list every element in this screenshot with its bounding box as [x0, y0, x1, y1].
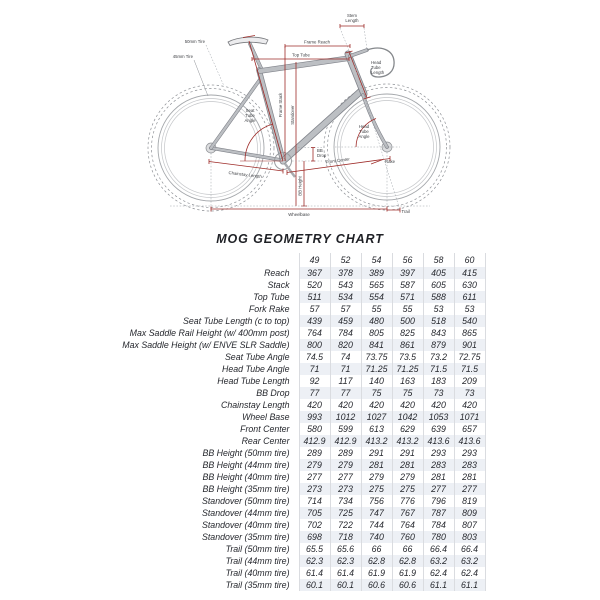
cell-value: 279	[361, 471, 392, 483]
cell-value: 57	[330, 303, 361, 315]
top-tube-label: Top Tube	[292, 52, 310, 58]
cell-value: 780	[423, 531, 454, 543]
row-label: Trail (35mm tire)	[225, 580, 290, 590]
cell-value: 1071	[454, 411, 485, 423]
cell-value: 289	[299, 447, 330, 459]
cell-value: 117	[330, 375, 361, 387]
cell-value: 805	[361, 327, 392, 339]
cell-value: 60.1	[330, 579, 361, 591]
cell-value: 62.4	[423, 567, 454, 579]
cell-value: 53	[454, 303, 485, 315]
cell-value: 809	[454, 507, 485, 519]
cell-value: 281	[361, 459, 392, 471]
cell-value: 605	[423, 279, 454, 291]
cell-value: 420	[454, 399, 485, 411]
seat-tube-angle-label: Tube	[245, 113, 255, 118]
cell-value: 420	[299, 399, 330, 411]
cell-value: 75	[392, 387, 423, 399]
size-column-header: 56	[392, 253, 423, 267]
tire-callouts	[173, 39, 224, 96]
cell-value: 722	[330, 519, 361, 531]
cell-value: 405	[423, 267, 454, 279]
cell-value: 60.6	[361, 579, 392, 591]
front-center-dimension	[287, 156, 390, 175]
cell-value: 62.4	[454, 567, 485, 579]
row-label: Standover (50mm tire)	[201, 496, 290, 506]
head-tube-length-label: Length	[371, 70, 385, 75]
cell-value: 65.6	[330, 543, 361, 555]
cell-value: 413.6	[454, 435, 485, 447]
cell-value: 281	[392, 459, 423, 471]
cell-value: 787	[423, 507, 454, 519]
head-tube-length-label: Tube	[371, 65, 381, 70]
cell-value: 291	[361, 447, 392, 459]
cell-value: 71.25	[361, 363, 392, 375]
cell-value: 459	[330, 315, 361, 327]
cell-value: 61.9	[392, 567, 423, 579]
cell-value: 571	[392, 291, 423, 303]
row-label: BB Height (50mm tire)	[202, 448, 290, 458]
cell-value: 66	[361, 543, 392, 555]
cell-value: 657	[454, 423, 485, 435]
cell-value: 764	[392, 519, 423, 531]
cell-value: 879	[423, 339, 454, 351]
geometry-table-body	[115, 267, 486, 591]
table-row	[115, 399, 486, 411]
table-row	[115, 555, 486, 567]
bike-frame	[211, 37, 394, 180]
cell-value: 520	[299, 279, 330, 291]
cell-value: 819	[454, 495, 485, 507]
tire-45-label: 45mm Tire	[172, 54, 193, 59]
cell-value: 389	[361, 267, 392, 279]
cell-value: 275	[361, 483, 392, 495]
saddle	[228, 37, 268, 45]
cell-value: 75	[361, 387, 392, 399]
cell-value: 807	[454, 519, 485, 531]
cell-value: 73.5	[392, 351, 423, 363]
cell-value: 140	[361, 375, 392, 387]
cell-value: 841	[361, 339, 392, 351]
size-column-header: 49	[299, 253, 330, 267]
chainstay-length-dimension	[209, 159, 283, 179]
cell-value: 439	[299, 315, 330, 327]
cell-value: 66.4	[423, 543, 454, 555]
table-row	[115, 387, 486, 399]
table-row	[115, 531, 486, 543]
cell-value: 71.5	[423, 363, 454, 375]
cell-value: 62.3	[330, 555, 361, 567]
chainstay-length-label: Chainstay Length	[228, 169, 263, 180]
cell-value: 277	[299, 471, 330, 483]
cell-value: 73.2	[423, 351, 454, 363]
tire-50-label: 50mm Tire	[184, 39, 205, 44]
seat-tube-angle-label: Angle	[244, 118, 256, 123]
cell-value: 744	[361, 519, 392, 531]
cell-value: 580	[299, 423, 330, 435]
cell-value: 61.4	[330, 567, 361, 579]
row-label: Stack	[267, 280, 290, 290]
cell-value: 415	[454, 267, 485, 279]
cell-value: 420	[392, 399, 423, 411]
table-row	[115, 411, 486, 423]
cell-value: 74	[330, 351, 361, 363]
cell-value: 289	[330, 447, 361, 459]
table-row	[115, 507, 486, 519]
table-row	[115, 279, 486, 291]
cell-value: 1027	[361, 411, 392, 423]
cell-value: 277	[454, 483, 485, 495]
wheelbase-label: Wheelbase	[288, 212, 310, 217]
bb-drop-label: Drop	[317, 153, 327, 158]
head-tube-angle-label: Head	[358, 124, 370, 129]
cell-value: 756	[361, 495, 392, 507]
cell-value: 53	[423, 303, 454, 315]
size-column-header: 54	[361, 253, 392, 267]
table-row	[115, 543, 486, 555]
cell-value: 420	[423, 399, 454, 411]
cell-value: 702	[299, 519, 330, 531]
table-row	[115, 375, 486, 387]
cell-value: 277	[423, 483, 454, 495]
cell-value: 279	[299, 459, 330, 471]
cell-value: 865	[454, 327, 485, 339]
row-label: Top Tube	[253, 292, 290, 302]
cell-value: 543	[330, 279, 361, 291]
stem-length-label: Stem	[346, 13, 358, 18]
table-row	[115, 303, 486, 315]
row-label: Max Saddle Rail Height (w/ 400mm post)	[129, 328, 290, 338]
cell-value: 73	[454, 387, 485, 399]
bike-geometry-diagram	[0, 0, 600, 230]
row-label: Front Center	[240, 424, 290, 434]
cell-value: 611	[454, 291, 485, 303]
table-row	[115, 579, 486, 591]
table-row	[115, 435, 486, 447]
stem-length-dimension	[340, 13, 367, 53]
header-spacer	[115, 253, 300, 267]
cell-value: 63.2	[454, 555, 485, 567]
cell-value: 613	[361, 423, 392, 435]
page-title: MOG GEOMETRY CHART	[216, 232, 384, 246]
cell-value: 63.2	[423, 555, 454, 567]
cell-value: 698	[299, 531, 330, 543]
table-row	[115, 315, 486, 327]
row-label: Trail (50mm tire)	[225, 544, 290, 554]
row-label: Reach	[264, 268, 290, 278]
table-row	[115, 459, 486, 471]
table-row	[115, 447, 486, 459]
row-label: BB Height (35mm tire)	[202, 484, 290, 494]
cell-value: 803	[454, 531, 485, 543]
cell-value: 367	[299, 267, 330, 279]
table-row	[115, 567, 486, 579]
row-label: BB Drop	[256, 388, 290, 398]
cell-value: 993	[299, 411, 330, 423]
cell-value: 901	[454, 339, 485, 351]
row-label: Rear Center	[241, 436, 290, 446]
cell-value: 283	[423, 459, 454, 471]
trail-label: Trail	[401, 209, 410, 214]
row-label: Standover (35mm tire)	[201, 532, 290, 542]
cell-value: 630	[454, 279, 485, 291]
cell-value: 767	[392, 507, 423, 519]
cell-value: 511	[299, 291, 330, 303]
cell-value: 820	[330, 339, 361, 351]
cell-value: 1053	[423, 411, 454, 423]
cell-value: 554	[361, 291, 392, 303]
cell-value: 587	[392, 279, 423, 291]
cell-value: 277	[330, 471, 361, 483]
cell-value: 62.8	[392, 555, 423, 567]
row-label: BB Height (44mm tire)	[202, 460, 290, 470]
cell-value: 718	[330, 531, 361, 543]
table-row	[115, 267, 486, 279]
cell-value: 66.4	[454, 543, 485, 555]
cell-value: 705	[299, 507, 330, 519]
geometry-table	[115, 253, 486, 591]
frame-stack-label: Frame Stack	[278, 92, 283, 118]
row-label: Trail (44mm tire)	[225, 556, 290, 566]
cell-value: 784	[330, 327, 361, 339]
cell-value: 599	[330, 423, 361, 435]
cell-value: 60.1	[299, 579, 330, 591]
row-label: Standover (40mm tire)	[201, 520, 290, 530]
cell-value: 61.4	[299, 567, 330, 579]
size-column-header: 52	[330, 253, 361, 267]
cell-value: 61.9	[361, 567, 392, 579]
head-tube-length-label: Head	[371, 60, 382, 65]
cell-value: 77	[330, 387, 361, 399]
bb-drop-label: BB	[317, 148, 323, 153]
cell-value: 534	[330, 291, 361, 303]
table-row	[115, 291, 486, 303]
row-label: Standover (44mm tire)	[201, 508, 290, 518]
cell-value: 714	[299, 495, 330, 507]
row-label: Seat Tube Angle	[224, 352, 290, 362]
cell-value: 77	[299, 387, 330, 399]
cell-value: 273	[330, 483, 361, 495]
cell-value: 71.25	[392, 363, 423, 375]
cell-value: 784	[423, 519, 454, 531]
row-label: Head Tube Length	[217, 376, 290, 386]
cell-value: 71	[330, 363, 361, 375]
row-label: BB Height (40mm tire)	[202, 472, 290, 482]
cell-value: 62.8	[361, 555, 392, 567]
cell-value: 412.9	[299, 435, 330, 447]
table-row	[115, 519, 486, 531]
cell-value: 1012	[330, 411, 361, 423]
table-row	[115, 483, 486, 495]
cell-value: 378	[330, 267, 361, 279]
cell-value: 518	[423, 315, 454, 327]
cell-value: 183	[423, 375, 454, 387]
row-label: Chainstay Length	[221, 400, 290, 410]
cell-value: 279	[392, 471, 423, 483]
standover-label: Standover	[290, 105, 295, 125]
cell-value: 71.5	[454, 363, 485, 375]
bb-height-dimension	[298, 161, 308, 206]
cell-value: 747	[361, 507, 392, 519]
cell-value: 73.75	[361, 351, 392, 363]
cell-value: 412.9	[330, 435, 361, 447]
rake-label: Rake	[385, 159, 396, 164]
cell-value: 420	[361, 399, 392, 411]
table-row	[115, 327, 486, 339]
cell-value: 861	[392, 339, 423, 351]
stem-length-label: Length	[345, 18, 359, 23]
bb-height-label: BB Height	[297, 176, 303, 196]
cell-value: 293	[423, 447, 454, 459]
row-label: Head Tube Angle	[222, 364, 290, 374]
cell-value: 588	[423, 291, 454, 303]
cell-value: 725	[330, 507, 361, 519]
cell-value: 843	[423, 327, 454, 339]
cell-value: 397	[392, 267, 423, 279]
cell-value: 629	[392, 423, 423, 435]
frame-reach-dimension	[285, 40, 350, 49]
cell-value: 61.1	[423, 579, 454, 591]
row-label: Trail (40mm tire)	[225, 568, 290, 578]
seat-tube-angle-label: Seat	[245, 108, 255, 113]
cell-value: 209	[454, 375, 485, 387]
cell-value: 734	[330, 495, 361, 507]
cell-value: 1042	[392, 411, 423, 423]
cell-value: 565	[361, 279, 392, 291]
cell-value: 55	[361, 303, 392, 315]
front-center-label: Front Center	[325, 156, 351, 165]
cell-value: 275	[392, 483, 423, 495]
cell-value: 420	[330, 399, 361, 411]
cell-value: 62.3	[299, 555, 330, 567]
row-label: Fork Rake	[248, 304, 290, 314]
table-row	[115, 351, 486, 363]
cell-value: 273	[299, 483, 330, 495]
cell-value: 500	[392, 315, 423, 327]
cell-value: 92	[299, 375, 330, 387]
cell-value: 540	[454, 315, 485, 327]
size-column-header: 60	[454, 253, 485, 267]
table-row	[115, 339, 486, 351]
cell-value: 281	[454, 471, 485, 483]
cell-value: 293	[454, 447, 485, 459]
head-tube-angle-label: Angle	[358, 134, 370, 139]
cell-value: 55	[392, 303, 423, 315]
cell-value: 60.6	[392, 579, 423, 591]
cell-value: 65.5	[299, 543, 330, 555]
cell-value: 480	[361, 315, 392, 327]
table-row	[115, 495, 486, 507]
size-header-row	[115, 253, 486, 267]
size-column-header: 58	[423, 253, 454, 267]
cell-value: 413.2	[392, 435, 423, 447]
standover-dimension	[290, 62, 296, 206]
cell-value: 764	[299, 327, 330, 339]
cell-value: 66	[392, 543, 423, 555]
cell-value: 413.2	[361, 435, 392, 447]
table-row	[115, 363, 486, 375]
cell-value: 281	[423, 471, 454, 483]
cell-value: 413.6	[423, 435, 454, 447]
table-row	[115, 471, 486, 483]
cell-value: 283	[454, 459, 485, 471]
cell-value: 740	[361, 531, 392, 543]
cell-value: 73	[423, 387, 454, 399]
cell-value: 71	[299, 363, 330, 375]
cell-value: 57	[299, 303, 330, 315]
cell-value: 796	[423, 495, 454, 507]
cell-value: 291	[392, 447, 423, 459]
cell-value: 74.5	[299, 351, 330, 363]
frame-reach-label: Frame Reach	[303, 39, 331, 45]
row-label: Seat Tube Length (c to top)	[183, 316, 290, 326]
cell-value: 279	[330, 459, 361, 471]
row-label: Wheel Base	[242, 412, 290, 422]
cell-value: 639	[423, 423, 454, 435]
cell-value: 163	[392, 375, 423, 387]
row-label: Max Saddle Height (w/ ENVE SLR Saddle)	[122, 340, 290, 350]
cell-value: 800	[299, 339, 330, 351]
cell-value: 825	[392, 327, 423, 339]
table-row	[115, 423, 486, 435]
cell-value: 776	[392, 495, 423, 507]
cell-value: 760	[392, 531, 423, 543]
cell-value: 72.75	[454, 351, 485, 363]
cell-value: 61.1	[454, 579, 485, 591]
bike-diagram-svg	[0, 0, 600, 230]
head-tube-angle-dimension	[335, 119, 400, 148]
head-tube-angle-label: Tube	[359, 129, 369, 134]
